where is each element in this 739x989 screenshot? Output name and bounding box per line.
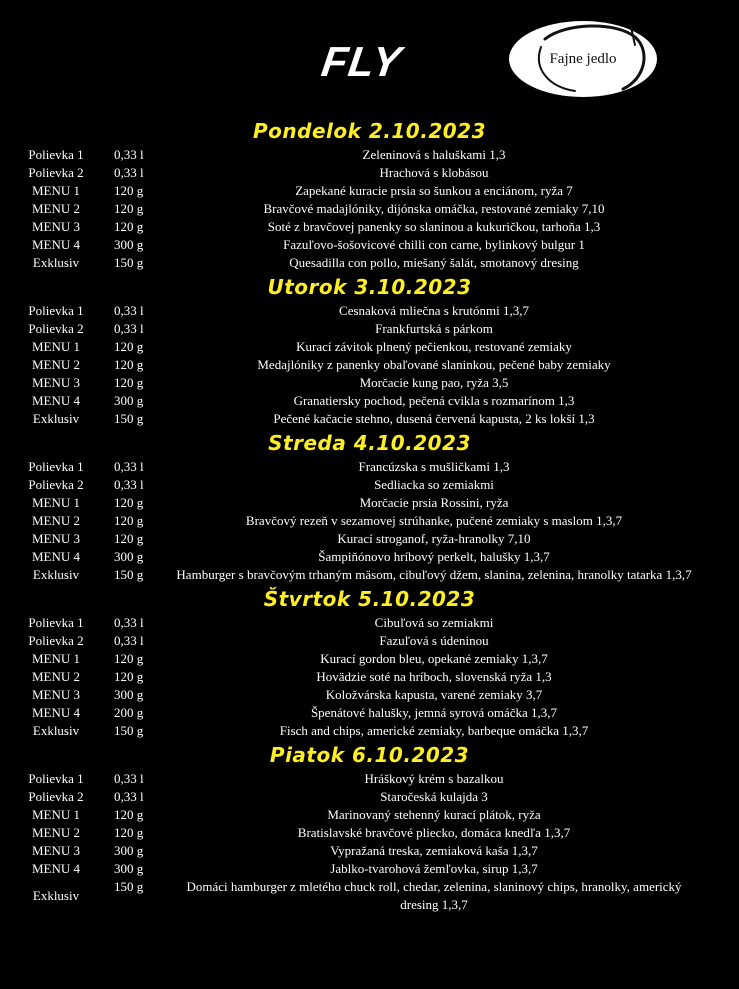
- menu-row: [0, 476, 739, 494]
- menu-item-quantity: 120 g: [114, 183, 144, 198]
- menu-item-name: Polievka 1: [28, 147, 84, 162]
- menu-item-dish: Morčacie kung pao, ryža 3,5: [359, 375, 509, 390]
- menu-item-quantity: 0,33 l: [114, 321, 144, 336]
- menu-row: [0, 632, 739, 650]
- menu-item-quantity: 120 g: [114, 825, 144, 840]
- day-section: [0, 740, 739, 914]
- menu-item-name: Polievka 2: [28, 321, 84, 336]
- menu-item-quantity: 120 g: [114, 651, 144, 666]
- menu-item-name: MENU 3: [31, 375, 81, 390]
- menu-item-name: Polievka 2: [28, 789, 84, 804]
- menu-item-dish: Kurací stroganof, ryža-hranolky 7,10: [337, 531, 531, 546]
- menu-item-dish: Francúzska s mušličkami 1,3: [358, 459, 510, 474]
- menu-item-name: MENU 4: [31, 237, 81, 252]
- menu-item-name: MENU 3: [31, 219, 81, 234]
- menu-item-name: MENU 3: [31, 687, 81, 702]
- menu-item-name: MENU 4: [31, 705, 81, 720]
- menu-item-dish: Granatiersky pochod, pečená cvikla s rozmarínom 1,3: [293, 393, 575, 408]
- menu-row: [0, 860, 739, 878]
- menu-item-quantity: 300 g: [114, 393, 144, 408]
- menu-item-name: MENU 2: [31, 669, 81, 684]
- menu-item-dish: Hrachová s klobásou: [379, 165, 489, 180]
- menu-item-name: MENU 1: [31, 183, 81, 198]
- menu-row: [0, 530, 739, 548]
- menu-item-dish: Soté z bravčovej panenky so slaninou a kukuričkou, tarhoňa 1,3: [267, 219, 601, 234]
- menu-row: [0, 254, 739, 272]
- menu-item-dish: Sedliacka so zemiakmi: [374, 477, 494, 492]
- menu-row: [0, 824, 739, 842]
- menu-item-dish: Staročeská kulajda 3: [380, 789, 488, 804]
- menu-item-quantity: 0,33 l: [114, 147, 144, 162]
- menu-item-dish: Koložvárska kapusta, varené zemiaky 3,7: [325, 687, 543, 702]
- menu-row: [0, 548, 739, 566]
- menu-item-dish: Špenátové halušky, jemná syrová omáčka 1,3,7: [310, 705, 558, 720]
- menu-row: [0, 320, 739, 338]
- menu-item-quantity: 120 g: [114, 807, 144, 822]
- menu-item-quantity: 0,33 l: [114, 477, 144, 492]
- menu-item-dish: Fazuľová s údeninou: [379, 633, 489, 648]
- menu-row: [0, 200, 739, 218]
- menu-row: [0, 458, 739, 476]
- menu-item-dish: Kurací závitok plnený pečienkou, restované zemiaky: [296, 339, 572, 354]
- menu-item-dish: Zeleninová s haluškami 1,3: [362, 147, 506, 162]
- menu-item-quantity: 150 g: [114, 567, 144, 582]
- menu-item-quantity: 120 g: [114, 531, 144, 546]
- menu-item-quantity: 120 g: [114, 219, 144, 234]
- menu-item-quantity: 0,33 l: [114, 633, 144, 648]
- menu-item-name: MENU 1: [31, 495, 81, 510]
- day-section: [0, 428, 739, 584]
- menu-item-quantity: 0,33 l: [114, 303, 144, 318]
- menu-item-name: MENU 1: [31, 807, 81, 822]
- menu-item-dish: Vypražaná treska, zemiaková kaša 1,3,7: [330, 843, 538, 858]
- menu-item-dish: Morčacie prsia Rossini, ryža: [359, 495, 509, 510]
- menu-item-name: Exklusiv: [32, 723, 80, 738]
- menu-item-dish: Frankfurtská s párkom: [375, 321, 493, 336]
- menu-row: [0, 302, 739, 320]
- day-heading: Streda 4.10.2023: [268, 431, 471, 455]
- menu-item-dish: Hráškový krém s bazalkou: [364, 771, 504, 786]
- menu-row: [0, 686, 739, 704]
- menu-item-quantity: 300 g: [114, 237, 144, 252]
- menu-item-quantity: 300 g: [114, 549, 144, 564]
- menu-row: [0, 788, 739, 806]
- menu-row: [0, 356, 739, 374]
- menu-item-dish: Fazuľovo-šošovicové chilli con carne, bylinkový bulgur 1: [283, 237, 585, 252]
- menu-item-dish: Marinovaný stehenný kurací plátok, ryža: [327, 807, 541, 822]
- menu-item-dish: Cesnaková mliečna s krutónmi 1,3,7: [339, 303, 529, 318]
- day-heading: Štvrtok 5.10.2023: [263, 587, 476, 611]
- menu-item-dish: Šampiňónovo hríbový perkelt, halušky 1,3,7: [318, 549, 550, 564]
- menu-item-name: MENU 4: [31, 549, 81, 564]
- menu-row: [0, 806, 739, 824]
- menu-item-quantity: 150 g: [114, 723, 144, 738]
- menu-row: [0, 392, 739, 410]
- menu-item-quantity: 120 g: [114, 201, 144, 216]
- menu-row: [0, 704, 739, 722]
- menu-item-name: MENU 2: [31, 825, 81, 840]
- menu-item-name: MENU 2: [31, 201, 81, 216]
- menu-row: [0, 512, 739, 530]
- menu-row: [0, 614, 739, 632]
- menu-row: [0, 410, 739, 428]
- menu-item-quantity: 120 g: [114, 375, 144, 390]
- menu-item-dish: Hamburger s bravčovým trhaným mäsom, cibuľový džem, slanina, zelenina, hranolky tatarka 1,3,7: [176, 567, 692, 582]
- menu-item-name: Polievka 2: [28, 165, 84, 180]
- menu-item-name: MENU 4: [31, 861, 81, 876]
- menu-row: [0, 494, 739, 512]
- menu-row: [0, 338, 739, 356]
- menu-item-name: Polievka 1: [28, 615, 84, 630]
- menu-item-name: MENU 2: [31, 357, 81, 372]
- menu-item-dish: Bravčové madajlóniky, dijónska omáčka, restované zemiaky 7,10: [263, 201, 605, 216]
- menu-item-name: MENU 3: [31, 531, 81, 546]
- menu-item-dish: Fisch and chips, americké zemiaky, barbeque omáčka 1,3,7: [279, 723, 589, 738]
- menu-item-name: Polievka 1: [28, 771, 84, 786]
- menu-item-dish: Pečené kačacie stehno, dusená červená kapusta, 2 ks lokší 1,3: [273, 411, 595, 426]
- menu-item-quantity: 150 g: [114, 255, 144, 270]
- menu-item-name: Exklusiv: [32, 567, 80, 582]
- menu-item-quantity: 120 g: [114, 513, 144, 528]
- menu-item-quantity: 300 g: [114, 861, 144, 876]
- menu-item-quantity: 120 g: [114, 669, 144, 684]
- menu-row: [0, 236, 739, 254]
- menu-item-dish: Quesadilla con pollo, miešaný šalát, smotanový dresing: [289, 255, 579, 270]
- menu-item-quantity: 0,33 l: [114, 165, 144, 180]
- menu-item-dish: Domáci hamburger z mletého chuck roll, chedar, zelenina, slaninový chips, hranolky, americký dresing 1,3,7: [186, 879, 682, 912]
- brand-title: FLY: [318, 38, 405, 85]
- menu-item-name: MENU 4: [31, 393, 81, 408]
- logo-text: Fajne jedlo: [549, 50, 617, 67]
- menu-item-name: MENU 1: [31, 651, 81, 666]
- day-section: [0, 584, 739, 740]
- menu-row: [0, 218, 739, 236]
- menu-item-name: MENU 2: [31, 513, 81, 528]
- menu-row: [0, 722, 739, 740]
- menu-item-dish: Hovädzie soté na hríboch, slovenská ryža 1,3: [316, 669, 552, 684]
- menu-row: [0, 668, 739, 686]
- menu-item-quantity: 300 g: [114, 843, 144, 858]
- menu-item-dish: Jablko-tvarohová žemľovka, sirup 1,3,7: [330, 861, 538, 876]
- menu-item-quantity: 150 g: [114, 411, 144, 426]
- day-heading: Utorok 3.10.2023: [267, 275, 472, 299]
- menu-item-dish: Medajlóniky z panenky obaľované slaninkou, pečené baby zemiaky: [257, 357, 611, 372]
- menu-row: [0, 182, 739, 200]
- menu-item-quantity: 120 g: [114, 339, 144, 354]
- menu-row: [0, 878, 739, 914]
- menu-item-dish: Bravčový rezeň v sezamovej strúhanke, pučené zemiaky s maslom 1,3,7: [245, 513, 623, 528]
- menu-row: [0, 164, 739, 182]
- day-section: [0, 116, 739, 272]
- menu-item-name: MENU 1: [31, 339, 81, 354]
- menu-row: [0, 374, 739, 392]
- menu-item-dish: Cibuľová so zemiakmi: [374, 615, 494, 630]
- menu-item-name: Polievka 2: [28, 477, 84, 492]
- day-heading: Pondelok 2.10.2023: [253, 119, 486, 143]
- menu-item-name: Polievka 1: [28, 303, 84, 318]
- menu-item-quantity: 120 g: [114, 495, 144, 510]
- fajne-jedlo-logo: [505, 17, 661, 101]
- menu-item-name: Exklusiv: [32, 411, 80, 426]
- menu-item-name: Exklusiv: [32, 888, 80, 903]
- menu-item-name: Polievka 2: [28, 633, 84, 648]
- weekly-menu: [0, 116, 739, 914]
- day-heading: Piatok 6.10.2023: [269, 743, 470, 767]
- menu-row: [0, 650, 739, 668]
- menu-item-quantity: 0,33 l: [114, 459, 144, 474]
- menu-row: [0, 566, 739, 584]
- menu-item-dish: Kurací gordon bleu, opekané zemiaky 1,3,7: [320, 651, 548, 666]
- menu-row: [0, 842, 739, 860]
- menu-row: [0, 146, 739, 164]
- menu-item-quantity: 200 g: [114, 705, 144, 720]
- menu-item-name: Polievka 1: [28, 459, 84, 474]
- menu-item-name: Exklusiv: [32, 255, 80, 270]
- menu-item-quantity: 0,33 l: [114, 615, 144, 630]
- menu-item-quantity: 0,33 l: [114, 789, 144, 804]
- menu-item-dish: Zapekané kuracie prsia so šunkou a enciánom, ryža 7: [295, 183, 573, 198]
- menu-item-dish: Bratislavské bravčové pliecko, domáca knedľa 1,3,7: [297, 825, 571, 840]
- day-section: [0, 272, 739, 428]
- menu-item-name: MENU 3: [31, 843, 81, 858]
- menu-item-quantity: 120 g: [114, 357, 144, 372]
- menu-item-quantity: 300 g: [114, 687, 144, 702]
- menu-item-quantity: 150 g: [114, 879, 144, 894]
- menu-row: [0, 770, 739, 788]
- menu-item-quantity: 0,33 l: [114, 771, 144, 786]
